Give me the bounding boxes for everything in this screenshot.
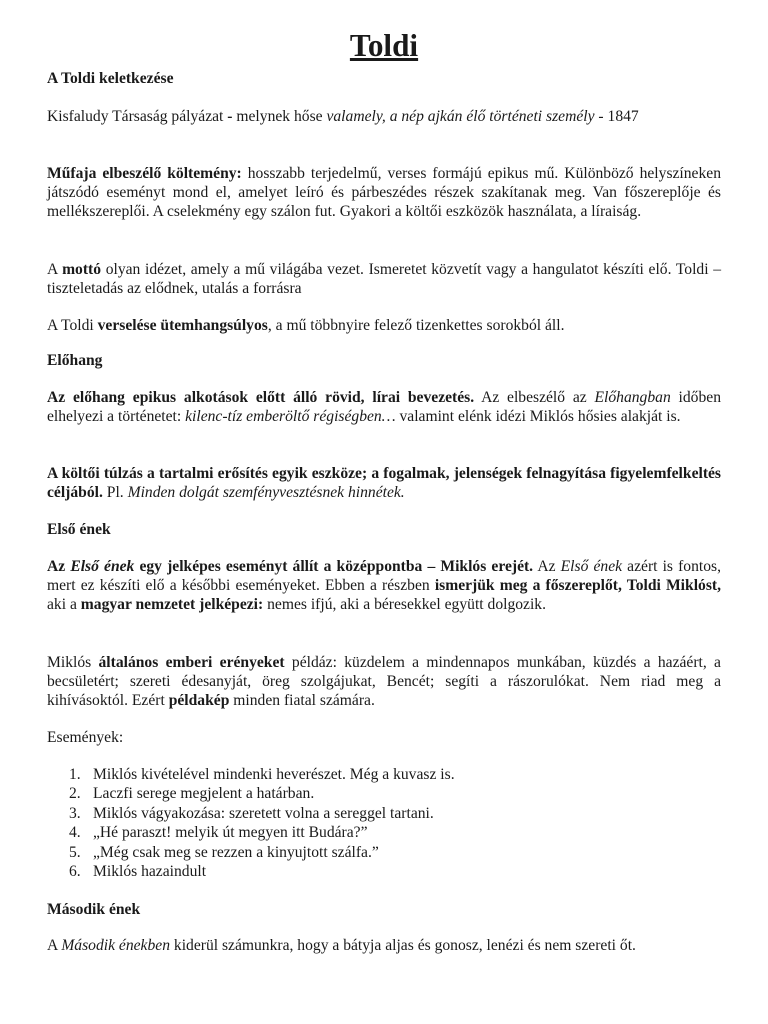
- event-text: Miklós kivételével mindenki heverészet. Még a kuvasz is.: [93, 766, 455, 783]
- event-number: 5.: [69, 843, 81, 861]
- event-text: „Hé paraszt! melyik út megyen itt Budára?”: [93, 824, 368, 842]
- event-number: 3.: [69, 804, 81, 822]
- paragraph-palyazat: Kisfaludy Társaság pályázat - melynek hőse valamely, a nép ajkán élő történeti személy - 1847: [47, 108, 639, 125]
- event-text: Laczfi serege megjelent a határban.: [93, 785, 315, 803]
- paragraph-elso-enek: Az Első ének egy jelképes eseményt állít a középpontba – Miklós erejét. Az Első ének azért is fontos, mert ez készíti elő a későbbi eseményeket. Ebben a részben ismerjük meg a főszereplőt, Toldi Miklóst, aki a magyar nemzetet jelképezi: nemes ifjú, aki a béresekkel együtt dolgozik.: [47, 558, 721, 613]
- event-number: 4.: [69, 824, 81, 842]
- event-text: Miklós vágyakozása: szeretett volna a sereggel tartani.: [93, 804, 434, 822]
- event-item: [69, 804, 721, 823]
- paragraph-elohang: Az előhang epikus alkotások előtt álló rövid, lírai bevezetés. Az elbeszélő az Előhangban időben elhelyezi a történetet: kilenc-tíz emberöltő régiségben… valamint elénk idézi Miklós hősies alakját is.: [47, 389, 721, 425]
- event-text: „Még csak meg se rezzen a kinyujtott szálfa.”: [93, 843, 379, 861]
- heading-elohang: Előhang: [47, 352, 103, 369]
- paragraph-koltoi-tulzas: A költői túlzás a tartalmi erősítés egyik eszköze; a fogalmak, jelenségek felnagyítása figyelemfelkeltés céljából. Pl. Minden dolgát szemfényvesztésnek hinnétek.: [47, 465, 721, 501]
- event-number: 2.: [69, 785, 81, 803]
- document-title: Toldi: [349, 28, 419, 63]
- heading-elso-enek: Első ének: [47, 521, 111, 538]
- paragraph-masodik-enek: A Második énekben kiderül számunkra, hogy a bátyja aljas és gonosz, lenézi és nem szereti őt.: [47, 937, 636, 954]
- event-number: 6.: [69, 862, 81, 880]
- event-number: 1.: [69, 766, 81, 783]
- event-item: [69, 862, 721, 881]
- paragraph-motto: A mottó olyan idézet, amely a mű világába vezet. Ismeretet közvetít vagy a hangulatot készíti elő. Toldi – tiszteletadás az elődnek, utalás a forrásra: [47, 261, 721, 297]
- paragraph-mufaj: Műfaja elbeszélő költemény: hosszabb terjedelmű, verses formájú epikus mű. Különböző helyszíneken játszódó eseményt mond el, amelyet leíró és párbeszédes részek szakítanak meg. Van főszereplője és mellékszereplői. A cselekmény egy szálon fut. Gyakori a költői eszközök használata, a líraiság.: [47, 165, 721, 220]
- event-item: [69, 765, 721, 784]
- event-item: [69, 823, 721, 842]
- paragraph-erenyek: Miklós általános emberi erényeket példáz: küzdelem a mindennapos munkában, küzdés a hazáért, a becsületért; szereti édesanyját, öreg szolgájukat, Bencét; segíti a rászorulókat. Nem riad meg a kihívásoktól. Ezért példakép minden fiatal számára.: [47, 654, 721, 709]
- events-list: [47, 765, 721, 881]
- event-item: [69, 784, 721, 803]
- heading-masodik-enek: Második ének: [47, 901, 141, 918]
- events-label: Események:: [47, 729, 124, 746]
- heading-keletkezes: A Toldi keletkezése: [47, 70, 174, 87]
- event-text: Miklós hazaindult: [93, 862, 207, 880]
- paragraph-verseles: A Toldi verselése ütemhangsúlyos, a mű többnyire felező tizenkettes sorokból áll.: [47, 317, 565, 334]
- event-item: [69, 843, 721, 862]
